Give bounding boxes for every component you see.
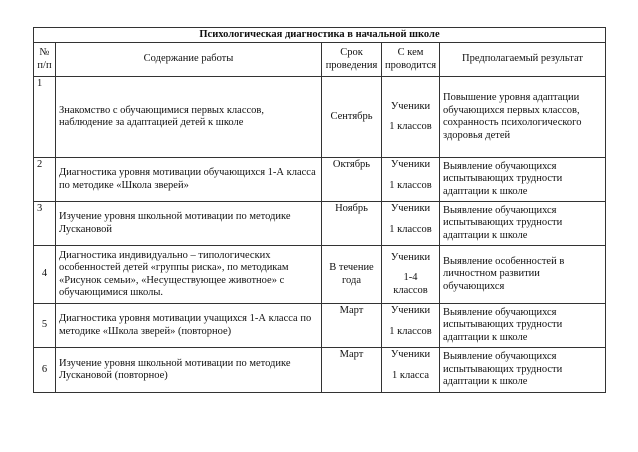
- row-who-line-2: 1 классов: [389, 121, 432, 132]
- table-row: [34, 348, 606, 393]
- header-result: Предполагаемый результат: [440, 43, 606, 77]
- row-who: [382, 348, 440, 393]
- table-row: [34, 202, 606, 246]
- row-who-line-2: 1 класса: [392, 369, 429, 381]
- row-result: Выявление обучающихся испытывающих трудности адаптации к школе: [440, 202, 606, 246]
- row-who: [382, 304, 440, 348]
- row-num: 5: [34, 304, 56, 348]
- header-num: № п/п: [34, 43, 56, 77]
- row-who-line-1: Ученики: [390, 305, 431, 316]
- row-result: Выявление обучающихся испытывающих трудности адаптации к школе: [440, 304, 606, 348]
- row-who: [382, 77, 440, 158]
- row-who-line-1: Ученики: [390, 159, 431, 170]
- row-term: Март: [322, 304, 382, 348]
- row-term: Март: [322, 348, 382, 393]
- header-who: С кем проводится: [382, 43, 440, 77]
- row-term: Ноябрь: [322, 202, 382, 246]
- row-result: Выявление особенностей в личностном развитии обучающихся: [440, 246, 606, 304]
- diagnostics-table: [33, 27, 606, 393]
- row-content: Диагностика уровня мотивации учащихся 1-А класса по методике «Школа зверей» (повторное): [56, 304, 322, 348]
- row-who-line-1: Ученики: [390, 251, 431, 263]
- row-who-line-1: Ученики: [390, 100, 431, 112]
- row-term: Октябрь: [322, 158, 382, 202]
- row-who: [382, 246, 440, 304]
- row-content: Изучение уровня школьной мотивации по методике Лускановой: [56, 202, 322, 246]
- row-content: Диагностика индивидуально – типологических особенностей детей «группы риска», по методикам «Рисунок семьи», «Несуществующее животное» с обучающимися школы.: [56, 246, 322, 304]
- row-num: 6: [34, 348, 56, 393]
- row-who-line-1: Ученики: [390, 349, 431, 360]
- row-term: Сентябрь: [322, 77, 382, 158]
- row-num: 3: [34, 202, 56, 246]
- row-who-line-1: Ученики: [390, 203, 431, 214]
- row-who-line-2: 1-4 классов: [393, 272, 428, 296]
- table-row: [34, 158, 606, 202]
- row-who-line-2: 1 классов: [389, 223, 432, 235]
- row-who: [382, 202, 440, 246]
- row-num: 4: [34, 246, 56, 304]
- row-result: Повышение уровня адаптации обучающихся первых классов, сохранность психологического здоровья детей: [440, 77, 606, 158]
- header-content: Содержание работы: [56, 43, 322, 77]
- table-row: [34, 246, 606, 304]
- header-term: Срок проведения: [322, 43, 382, 77]
- table-row: [34, 77, 606, 158]
- row-who-line-2: 1 классов: [389, 325, 432, 337]
- table-row: [34, 304, 606, 348]
- row-content: Диагностика уровня мотивации обучающихся 1-А класса по методике «Школа зверей»: [56, 158, 322, 202]
- row-who-line-2: 1 классов: [389, 179, 432, 191]
- row-num: 2: [34, 158, 56, 202]
- row-content: Изучение уровня школьной мотивации по методике Лускановой (повторное): [56, 348, 322, 393]
- table-title: Психологическая диагностика в начальной школе: [34, 28, 606, 43]
- row-result: Выявление обучающихся испытывающих трудности адаптации к школе: [440, 348, 606, 393]
- row-term: В течение года: [322, 246, 382, 304]
- row-result: Выявление обучающихся испытывающих трудности адаптации к школе: [440, 158, 606, 202]
- row-who: [382, 158, 440, 202]
- row-num: 1: [34, 77, 56, 158]
- row-content: Знакомство с обучающимися первых классов, наблюдение за адаптацией детей к школе: [56, 77, 322, 158]
